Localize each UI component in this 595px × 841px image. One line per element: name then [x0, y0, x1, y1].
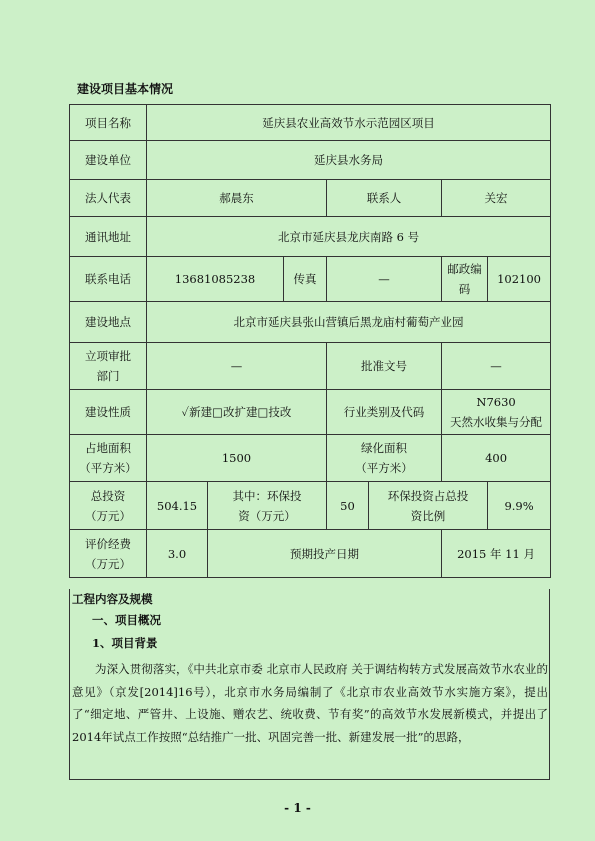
area-value: 1500: [147, 435, 327, 482]
env-invest-label: 其中：环保投 资（万元）: [208, 482, 327, 530]
approval-doc-label: 批准文号: [327, 343, 442, 390]
row-nature: [70, 390, 551, 435]
project-scope-section: [69, 589, 550, 780]
background-heading: 1、项目背景: [92, 636, 158, 650]
background-paragraph: 为深入贯彻落实，《中共北京市委 北京市人民政府 关于调结构转方式发展高效节水农业的意见》（京发[2014]16号），北京市水务局编制了《北京市农业高效节水实施方案》，提出了“细定地、严管井、上设施、赠农艺、统收费、节有奖”的高效节水发展新模式，并提出了2014年试点工作按照“总结推广一批、巩固完善一批、新建发展一批”的思路，: [72, 662, 548, 744]
row-site: [70, 302, 551, 343]
row-approval: [70, 343, 551, 390]
row-area: [70, 435, 551, 482]
site-label: 建设地点: [70, 302, 147, 343]
row-legal-rep: [70, 180, 551, 217]
invest-value: 504.15: [147, 482, 208, 530]
page-number: - 1 -: [284, 801, 311, 815]
prod-date-value: 2015 年 11 月: [442, 530, 551, 578]
nature-value: ✓新建□改扩建□技改: [147, 390, 327, 435]
row-builder: [70, 141, 551, 180]
scope-title: 工程内容及规模: [72, 592, 153, 606]
phone-label: 联系电话: [70, 257, 147, 302]
row-eval-fee: [70, 530, 551, 578]
fax-value: —: [327, 257, 442, 302]
approval-doc-value: —: [442, 343, 551, 390]
eval-fee-label: 评价经费 （万元）: [70, 530, 147, 578]
overview-heading: 一、项目概况: [92, 613, 161, 627]
fax-label: 传真: [284, 257, 327, 302]
industry-label: 行业类别及代码: [327, 390, 442, 435]
approval-dept-label: 立项审批 部门: [70, 343, 147, 390]
area-label: 占地面积 （平方米）: [70, 435, 147, 482]
site-value: 北京市延庆县张山营镇后黑龙庙村葡萄产业园: [147, 302, 551, 343]
nature-label: 建设性质: [70, 390, 147, 435]
env-invest-value: 50: [327, 482, 369, 530]
row-project-name: [70, 105, 551, 141]
project-info-table: [69, 104, 551, 578]
address-label: 通讯地址: [70, 217, 147, 257]
approval-dept-value: —: [147, 343, 327, 390]
legal-rep-value: 郝晨东: [147, 180, 327, 217]
eval-fee-value: 3.0: [147, 530, 208, 578]
green-label: 绿化面积 （平方米）: [327, 435, 442, 482]
builder-value: 延庆县水务局: [147, 141, 551, 180]
industry-value: N7630 天然水收集与分配: [442, 390, 551, 435]
prod-date-label: 预期投产日期: [208, 530, 442, 578]
env-ratio-label: 环保投资占总投 资比例: [369, 482, 488, 530]
contact-value: 关宏: [442, 180, 551, 217]
address-value: 北京市延庆县龙庆南路 6 号: [147, 217, 551, 257]
row-phone: [70, 257, 551, 302]
env-ratio-value: 9.9%: [488, 482, 551, 530]
project-name-value: 延庆县农业高效节水示范园区项目: [147, 105, 551, 141]
green-value: 400: [442, 435, 551, 482]
phone-value: 13681085238: [147, 257, 284, 302]
legal-rep-label: 法人代表: [70, 180, 147, 217]
project-name-label: 项目名称: [70, 105, 147, 141]
postcode-label: 邮政编码: [442, 257, 488, 302]
contact-label: 联系人: [327, 180, 442, 217]
postcode-value: 102100: [488, 257, 551, 302]
row-investment: [70, 482, 551, 530]
invest-label: 总投资 （万元）: [70, 482, 147, 530]
builder-label: 建设单位: [70, 141, 147, 180]
section-heading: 建设项目基本情况: [77, 82, 174, 96]
row-address: [70, 217, 551, 257]
